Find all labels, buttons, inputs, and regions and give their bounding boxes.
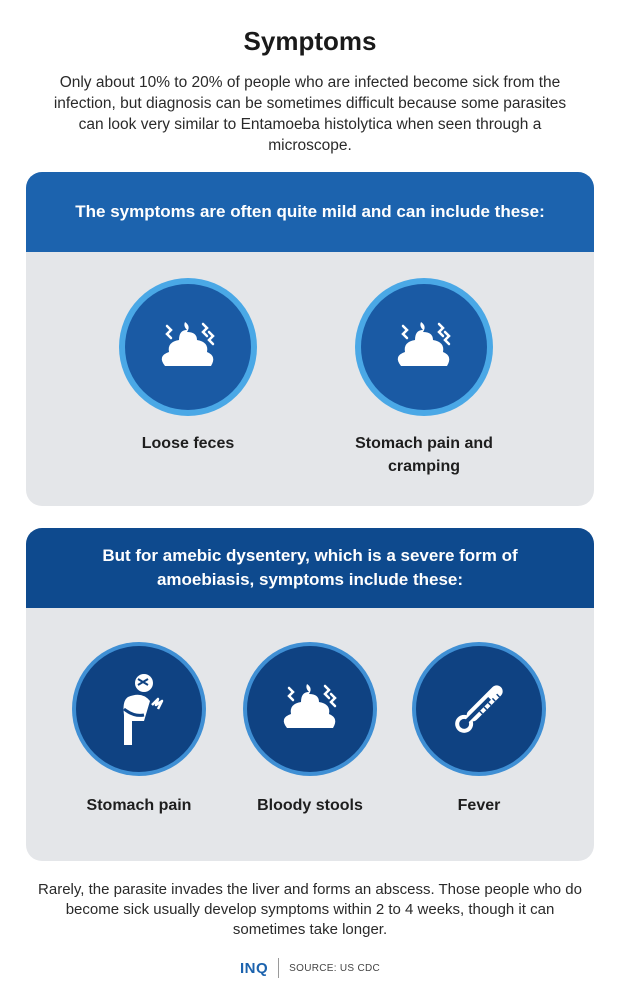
symptom-label: Loose feces (141, 435, 235, 452)
severe-symptoms-card (26, 528, 594, 861)
poop-icon (247, 646, 373, 772)
poop-icon (361, 284, 487, 410)
symptom-loose-feces (108, 284, 268, 455)
thermometer-icon (416, 646, 542, 772)
stomach-pain-person-icon (76, 646, 202, 772)
footer-divider (278, 958, 279, 978)
symptom-label: Stomach pain and cramping (355, 435, 493, 475)
symptom-stomach-pain-cramping (344, 284, 504, 478)
page-title: Symptoms (243, 26, 377, 56)
mild-symptoms-header: The symptoms are often quite mild and can include these: (26, 172, 594, 252)
symptom-label: Stomach pain (86, 797, 192, 814)
source-credit: SOURCE: US CDC (289, 962, 381, 974)
severe-symptoms-header: But for amebic dysentery, which is a severe form of amoebiasis, symptoms include these: (26, 528, 594, 608)
intro-text: Only about 10% to 20% of people who are infected become sick from the infection, but diagnosis can be sometimes difficult because some parasites can look very similar to Entamoeba histolytica when seen through a microscope. (53, 74, 567, 154)
symptom-label: Bloody stools (257, 797, 363, 814)
poop-icon (125, 284, 251, 410)
mild-symptoms-card (26, 172, 594, 506)
outro-text: Rarely, the parasite invades the liver and forms an abscess. Those people who do become sick usually develop symptoms within 2 to 4 weeks, though it can sometimes take longer. (38, 881, 582, 938)
footer (0, 958, 620, 978)
symptom-stomach-pain (64, 646, 214, 817)
symptom-label: Fever (457, 797, 501, 814)
inq-logo: INQ (239, 959, 269, 977)
symptom-fever (404, 646, 554, 817)
symptom-bloody-stools (235, 646, 385, 817)
